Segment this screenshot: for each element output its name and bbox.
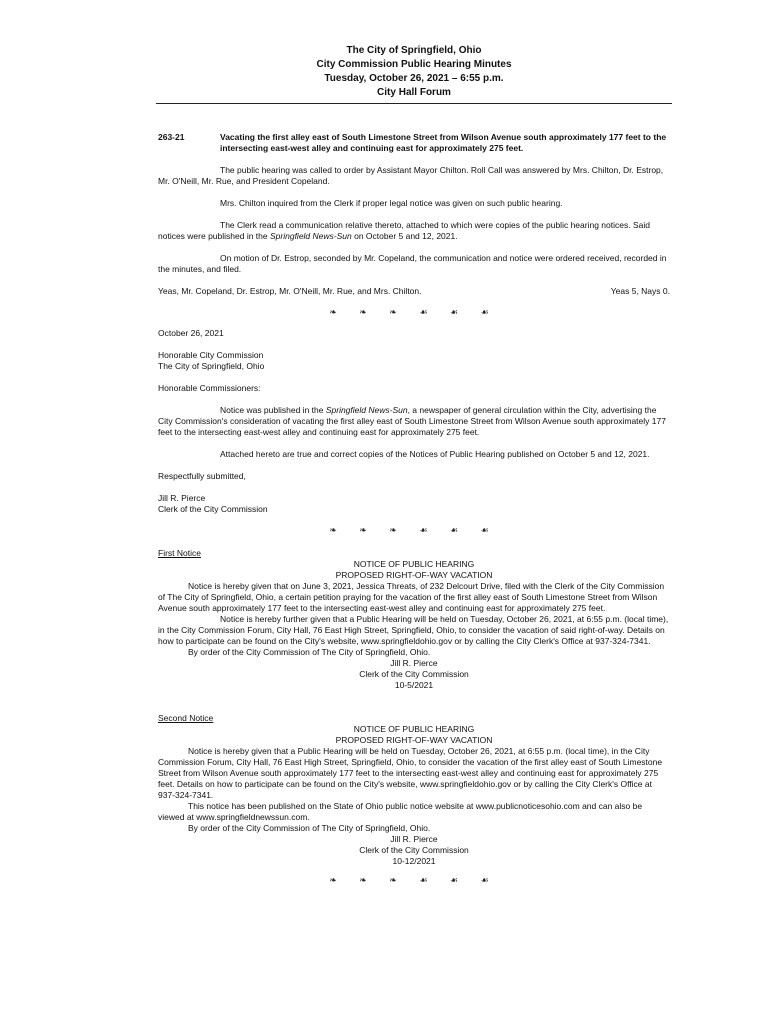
second-notice-date: 10-12/2021 [392,856,436,866]
letter-addressee-line1: Honorable City Commission [158,350,264,360]
document-title: City Commission Public Hearing Minutes [316,59,512,70]
city-name: The City of Springfield, Ohio [346,45,482,56]
first-notice-hearing: Notice is hereby further given that a Public Hearing will be held on Tuesday, October 26, 2021, at 6:55 p.m. (local time), in the City Commission Forum, City Hall, 76 East High Street, Springfield, Ohio, to consider the vacation of said right-of-way. Details on how to participate can be found on the City's website, www.springfieldohio.gov or by calling the City Clerk's Office at 937-324-7341. [158,614,669,646]
section-ornament: ❧ ❧ ❧ ☙ ☙ ☙ [329,875,499,885]
letter-salutation: Honorable Commissioners: [158,383,261,393]
meeting-date: Tuesday, October 26, 2021 – 6:55 p.m. [324,73,504,84]
letter-signer: Jill R. Pierce [158,493,206,503]
first-notice-subheading: PROPOSED RIGHT-OF-WAY VACATION [335,570,493,580]
second-notice-order: By order of the City Commission of The City of Springfield, Ohio. [188,823,431,833]
letter-closing: Respectfully submitted, [158,471,246,481]
letter-body-publication: Notice was published in the Springfield News-Sun, a newspaper of general circulation within the City, advertising the City Commission's consideration of vacating the first alley east of South Limestone Street from Wilson Avenue south approximately 177 feet to the intersecting east-west alley and continuing east for approximately 275 feet. [158,405,666,437]
second-notice-signer-title: Clerk of the City Commission [359,845,469,855]
minutes-legal-notice: Mrs. Chilton inquired from the Clerk if proper legal notice was given on such public hearing. [220,198,563,208]
letter-body-attachment: Attached hereto are true and correct copies of the Notices of Public Hearing published on October 5 and 12, 2021. [220,449,650,459]
vote-row [158,286,670,297]
second-notice-heading: NOTICE OF PUBLIC HEARING [353,724,475,734]
vote-result: Yeas 5, Nays 0. [610,286,670,296]
agenda-item-title: Vacating the first alley east of South Limestone Street from Wilson Avenue south approximately 177 feet to the intersecting east-west alley and continuing east for approximately 275 feet. [220,132,667,153]
second-notice-subheading: PROPOSED RIGHT-OF-WAY VACATION [335,735,493,745]
newspaper-name: Springfield News-Sun [270,231,352,241]
second-notice-publication: This notice has been published on the State of Ohio public notice website at www.publicnoticesohio.com and can also be viewed at www.springfieldnewssun.com. [158,801,643,822]
minutes-motion: On motion of Dr. Estrop, seconded by Mr. Copeland, the communication and notice were ordered received, recorded in the minutes, and filed. [158,253,667,274]
second-notice-hearing: Notice is hereby given that a Public Hearing will be held on Tuesday, October 26, 2021, at 6:55 p.m. (local time), in the City Commission Forum, City Hall, 76 East High Street, Springfield, Ohio, to consider the vacation of the first alley east of South Limestone Street from Wilson Avenue south approximately 177 feet to the intersecting east-west alley and continuing east for approximately 275 feet. Details on how to participate can be found on the City's website, www.springfieldohio.gov or by calling the City Clerk's Office at 937-324-7341. [158,746,663,800]
document-header [158,44,670,100]
agenda-item-number: 263-21 [158,132,185,142]
vote-names: Yeas, Mr. Copeland, Dr. Estrop, Mr. O'Neill, Mr. Rue, and Mrs. Chilton. [158,286,422,296]
section-ornament: ❧ ❧ ❧ ☙ ☙ ☙ [329,525,499,535]
letter-addressee-line2: The City of Springfield, Ohio [158,361,265,371]
minutes-roll-call: The public hearing was called to order by Assistant Mayor Chilton. Roll Call was answered by Mrs. Chilton, Dr. Estrop, Mr. O'Neill, Mr. Rue, and President Copeland. [158,165,664,186]
first-notice-petition: Notice is hereby given that on June 3, 2021, Jessica Threats, of 232 Delcourt Drive, filed with the Clerk of the City Commission of The City of Springfield, Ohio, a certain petition praying for the vacation of the first alley east of South Limestone Street from Wilson Avenue south approximately 177 feet to the intersecting east-west alley and continuing east for approximately 275 feet. [158,581,665,613]
meeting-location: City Hall Forum [377,87,451,98]
second-notice-signer: Jill R. Pierce [390,834,438,844]
newspaper-name: Springfield News-Sun [325,405,408,415]
first-notice-signer-title: Clerk of the City Commission [359,669,469,679]
minutes-communication: The Clerk read a communication relative thereto, attached to which were copies of the public hearing notices. Said notices were published in the Springfield News-Sun on October 5 and 12, 2021. [158,220,650,241]
letter-signer-title: Clerk of the City Commission [158,504,268,514]
letter-date: October 26, 2021 [158,328,224,338]
first-notice-label: First Notice [158,548,201,558]
second-notice-label: Second Notice [158,713,214,723]
first-notice-order: By order of the City Commission of The City of Springfield, Ohio. [188,647,431,657]
agenda-item [158,132,670,154]
document-page [158,44,670,886]
first-notice-date: 10-5/2021 [394,680,434,690]
first-notice-signer: Jill R. Pierce [390,658,438,668]
first-notice-heading: NOTICE OF PUBLIC HEARING [353,559,475,569]
section-ornament: ❧ ❧ ❧ ☙ ☙ ☙ [329,307,499,317]
